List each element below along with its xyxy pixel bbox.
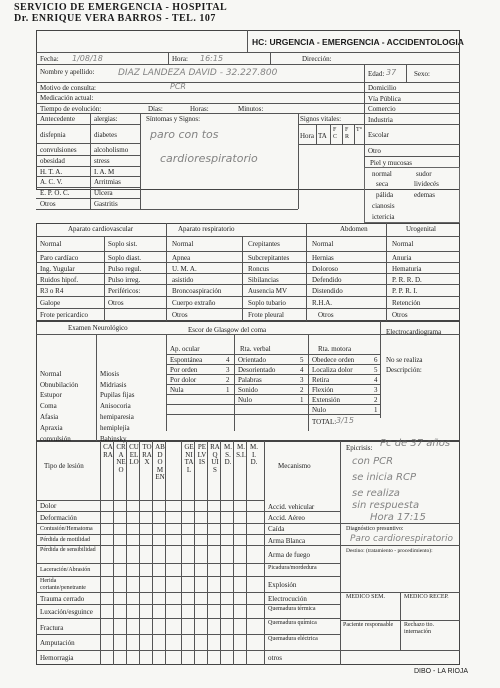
mt-5: Extensión	[312, 396, 340, 404]
mec-1: Accid. vehicular	[268, 503, 315, 511]
glasgow-ocular-title: Ap. ocular	[170, 345, 200, 353]
comercio-label: Comercio	[368, 105, 396, 113]
vb-1n: 5	[300, 356, 304, 364]
resp-3a: U. M. A.	[172, 265, 197, 273]
cardio-1b: Soplo sist.	[108, 240, 138, 248]
uro-6: Retención	[392, 299, 421, 307]
antecedentes-title: Antecedente	[40, 115, 75, 123]
ant-row-4a: H. T. A.	[40, 168, 63, 176]
lugar-escolar: Escolar	[368, 131, 389, 139]
oc-3: Por dolor	[170, 376, 197, 384]
epi-line-3: se inicia RCP	[352, 472, 416, 483]
vb-1: Orientado	[238, 356, 266, 364]
vital-temp: T°	[356, 127, 363, 133]
resp-7a: Otros	[172, 311, 188, 319]
resp-6b: Soplo tubario	[248, 299, 286, 307]
ant-row-5b: Arritmias	[94, 178, 121, 186]
edad-value: 37	[386, 68, 397, 77]
tiempo-label: Tiempo de evolución:	[40, 105, 102, 113]
ant-row-6b: Ulcera	[94, 189, 113, 197]
neuro-5a: Afasia	[40, 413, 59, 421]
direccion-label: Dirección:	[302, 55, 332, 63]
mec-5: Arma de fuego	[268, 551, 310, 559]
mt-2: Localiza dolor	[312, 366, 353, 374]
vb-4n: 2	[300, 386, 304, 394]
lugar-otro: Otro	[368, 147, 381, 155]
col-pelvis: PELVIS	[197, 443, 207, 466]
vb-4: Sonido	[238, 386, 258, 394]
piel-cianosis: cianosis	[372, 202, 395, 210]
mec-8: Electrocución	[268, 595, 307, 603]
mec-10: Quemadura química	[268, 620, 317, 626]
header-line2: Dr. ENRIQUE VERA BARROS - TEL. 107	[14, 13, 216, 24]
urogenital-title: Urogenital	[406, 225, 436, 233]
mt-6n: 1	[374, 406, 378, 414]
neuro-2a: Obnubilación	[40, 381, 79, 389]
diagnostico-value: Paro cardiorespiratorio	[350, 534, 453, 544]
ant-row-7a: Otros	[40, 200, 56, 208]
les-herida: Herida cortante/penetrante	[40, 578, 86, 591]
rechazo: Rechazo tto. internación	[404, 622, 434, 635]
cardio-6a: Galope	[40, 299, 61, 307]
resp-4a: asistido	[172, 276, 194, 284]
cardio-title: Aparato cardiovascular	[68, 225, 134, 233]
motivo-value: PCR	[170, 82, 186, 91]
resp-2b: Subcrepitantes	[248, 254, 290, 262]
ant-row-2b: alcoholismo	[94, 146, 129, 154]
vb-2: Desorientado	[238, 366, 276, 374]
les-deformacion: Deformación	[40, 514, 77, 522]
cardio-2b: Soplo diast.	[108, 254, 142, 262]
les-hemorragia: Hemorragia	[40, 654, 74, 662]
uro-7: Otros	[392, 311, 408, 319]
piel-edemas: edemas	[414, 191, 435, 199]
cardio-7a: Frote pericardico	[40, 311, 89, 319]
dias-label: Días:	[148, 105, 163, 113]
col-abdomen: ABDOMEN	[155, 443, 165, 481]
cardio-5a: R3 o R4	[40, 287, 64, 295]
lugar-industria: Industria	[368, 116, 393, 124]
piel-title: Piel y mucosas	[370, 159, 412, 167]
vitales-title: Signos vitales:	[300, 115, 342, 123]
cardio-5b: Periféricos:	[108, 287, 141, 295]
oc-2: Por orden	[170, 366, 198, 374]
oc-1: Espontánea	[170, 356, 203, 364]
abd-7: Otros	[318, 311, 334, 319]
mec-2: Accid. Aéreo	[268, 514, 305, 522]
col-mid: M.I.D.	[250, 443, 258, 466]
col-msd: M.S.D.	[224, 443, 232, 466]
les-luxacion: Luxación/esguince	[40, 608, 93, 616]
mec-9: Quemadura térmica	[268, 606, 316, 612]
mt-6: Nulo	[312, 406, 326, 414]
mt-4n: 3	[374, 386, 378, 394]
neuro-5b: hemiparesia	[100, 413, 134, 421]
abd-2: Hernias	[312, 254, 334, 262]
fecha-label: Fecha:	[40, 55, 59, 63]
vital-fc: F C	[333, 127, 338, 140]
resp-5a: Broncoaspiración	[172, 287, 222, 295]
abd-1: Normal	[312, 240, 334, 248]
oc-4n: 1	[226, 386, 230, 394]
vital-hora: Hora	[300, 132, 314, 140]
sintomas-hand2: cardiorespiratorio	[160, 152, 258, 165]
col-msi: M.S.I.	[236, 443, 246, 459]
medico-sem: MEDICO SEM.	[346, 594, 386, 600]
piel-palida: pálida	[376, 191, 394, 199]
cardio-6b: Otros	[108, 299, 124, 307]
vb-2n: 4	[300, 366, 304, 374]
medicacion-label: Medicación actual:	[40, 94, 94, 102]
header-title: HC: URGENCIA - EMERGENCIA - ACCIDENTOLOGIA	[252, 37, 464, 47]
abdomen-title: Abdomen	[340, 225, 368, 233]
abd-4: Defendido	[312, 276, 342, 284]
oc-2n: 3	[226, 366, 230, 374]
vital-fr: F R	[345, 127, 350, 140]
diagnostico-label: Diagnóstico presuntivo:	[346, 526, 404, 532]
col-raquis: RAQUIS	[210, 443, 220, 474]
mt-1: Obedece orden	[312, 356, 355, 364]
nombre-label: Nombre y apellido:	[40, 68, 95, 76]
resp-4b: Sibilancias	[248, 276, 279, 284]
mt-5n: 2	[374, 396, 378, 404]
uro-2: Anuria	[392, 254, 412, 262]
neuro-7b: Babinsky	[100, 435, 127, 443]
cardio-4a: Ruidos hipof.	[40, 276, 79, 284]
neuro-4a: Coma	[40, 402, 57, 410]
vital-ta: TA	[318, 132, 327, 140]
mt-4: Flexión	[312, 386, 334, 394]
oc-4: Nula	[170, 386, 184, 394]
resp-6a: Cuerpo extraño	[172, 299, 216, 307]
piel-ictericia: ictericia	[372, 213, 395, 221]
cardio-3b: Pulso regul.	[108, 265, 142, 273]
neuro-1b: Miosis	[100, 370, 120, 378]
alergias-label: alergias:	[94, 115, 118, 123]
col-cara: CARA	[103, 443, 113, 459]
piel-lividez: lividecés	[414, 180, 439, 188]
mt-3: Retira	[312, 376, 330, 384]
epi-line-5: sin respuesta	[352, 500, 420, 511]
resp-3b: Roncus	[248, 265, 269, 273]
cardio-2a: Paro cardíaco	[40, 254, 79, 262]
piel-normal: normal	[372, 170, 392, 178]
ant-row-6a: E. P. O. C.	[40, 189, 70, 197]
ant-row-2a: convulsiones	[40, 146, 77, 154]
abd-6: R.H.A.	[312, 299, 333, 307]
les-trauma: Trauma cerrado	[40, 595, 85, 603]
destino-label: Destino: (tratamiento - procedimiento):	[346, 548, 433, 554]
mecanismo-title: Mecanismo	[278, 462, 311, 470]
piel-sudor: sudor	[416, 170, 432, 178]
les-amputacion: Amputación	[40, 639, 75, 647]
neuro-3b: Pupilas fijas	[100, 391, 135, 399]
epi-line-4: se realiza	[352, 488, 400, 499]
uro-4: P. R. R. D.	[392, 276, 422, 284]
les-fractura: Fractura	[40, 624, 64, 632]
resp-1b: Crepitantes	[248, 240, 280, 248]
ant-row-1a: disfepnia	[40, 131, 66, 139]
medico-recep: MEDICO RECEP.	[404, 594, 449, 600]
cardio-1a: Normal	[40, 240, 62, 248]
horas-label: Horas:	[190, 105, 209, 113]
mec-11: Quemadura eléctrica	[268, 636, 318, 642]
neuro-4b: Anisocoria	[100, 402, 131, 410]
oc-1n: 4	[226, 356, 230, 364]
via-label: Vía Pública	[368, 95, 401, 103]
hora-value: 16:15	[200, 54, 224, 63]
ant-row-1b: diabetes	[94, 131, 117, 139]
domicilio-label: Domicilio	[368, 84, 397, 92]
edad-label: Edad:	[368, 70, 385, 78]
col-genital: GENITAL	[184, 443, 194, 474]
les-laceracion: Laceración/Abrasión	[40, 567, 91, 573]
nombre-value: DIAZ LANDEZA DAVID - 32.227.800	[118, 68, 278, 78]
mec-4: Arma Blanca	[268, 537, 306, 545]
resp-2a: Apnea	[172, 254, 191, 262]
epi-line-6: Hora 17:15	[370, 512, 426, 523]
cardio-3a: Ing. Yugular	[40, 265, 75, 273]
ecg-descripcion: Descripción:	[386, 366, 422, 374]
glasgow-total-value: 3/15	[336, 416, 354, 425]
neuro-6b: hemiplejía	[100, 424, 130, 432]
mec-12: otros	[268, 654, 282, 662]
ecg-title: Electrocardiograma	[386, 328, 442, 336]
epicrisis-label: Epicrisis:	[346, 444, 373, 452]
footer-brand: DIBO - LA RIOJA	[414, 668, 469, 675]
vb-5n: 1	[300, 396, 304, 404]
neuro-title: Examen Neurológico	[68, 324, 128, 332]
mec-7: Explosión	[268, 581, 297, 589]
minutos-label: Minutos:	[238, 105, 264, 113]
uro-3: Hematuria	[392, 265, 422, 273]
mt-2n: 5	[374, 366, 378, 374]
resp-1a: Normal	[172, 240, 194, 248]
col-torax: TORAX	[142, 443, 152, 466]
tipo-lesion-label: Tipo de lesión	[44, 462, 84, 470]
uro-1: Normal	[392, 240, 414, 248]
oc-3n: 2	[226, 376, 230, 384]
mec-3: Caída	[268, 525, 285, 533]
resp-5b: Ausencia MV	[248, 287, 288, 295]
glasgow-motora-title: Rta. motora	[318, 345, 352, 353]
paciente-resp: Paciente responsable	[343, 622, 394, 628]
resp-7b: Frote pleural	[248, 311, 284, 319]
ant-row-7b: Gastritis	[94, 200, 118, 208]
vb-3n: 3	[300, 376, 304, 384]
piel-box	[364, 167, 460, 223]
motivo-label: Motivo de consulta:	[40, 84, 96, 92]
header-line1: SERVICIO DE EMERGENCIA - HOSPITAL	[14, 2, 228, 13]
col-craneo: CRANEO	[116, 443, 126, 474]
ant-row-3a: obesidad	[40, 157, 65, 165]
sintomas-hand1: paro con tos	[150, 128, 219, 141]
piel-seca: seca	[376, 180, 389, 188]
ant-row-4b: I. A. M	[94, 168, 115, 176]
ecg-no-realiza: No se realiza	[386, 356, 423, 364]
glasgow-verbal-title: Rta. verbal	[240, 345, 271, 353]
fecha-value: 1/08/18	[72, 54, 103, 63]
glasgow-title: Escor de Glasgow del coma	[188, 326, 267, 334]
abd-5: Distendido	[312, 287, 343, 295]
neuro-2b: Midriasis	[100, 381, 127, 389]
mt-1n: 6	[374, 356, 378, 364]
ant-row-5a: A. C. V.	[40, 178, 63, 186]
glasgow-total-label: TOTAL:	[312, 418, 337, 426]
ant-row-3b: stress	[94, 157, 110, 165]
vb-3: Palabras	[238, 376, 262, 384]
hora-label: Hora:	[172, 55, 188, 63]
les-dolor: Dolor	[40, 502, 57, 510]
les-sensibilidad: Pérdida de sensibilidad	[40, 547, 96, 553]
neuro-6a: Apraxia	[40, 424, 63, 432]
les-contusion: Contusión/Hematoma	[40, 526, 93, 532]
abd-3: Doloroso	[312, 265, 339, 273]
uro-5: P. P. R. I.	[392, 287, 418, 295]
sintomas-title: Síntomas y Signos:	[146, 115, 201, 123]
epi-line-2: con PCR	[352, 456, 394, 467]
col-cuello: CUELLO	[129, 443, 139, 466]
vb-5: Nulo	[238, 396, 252, 404]
neuro-7a: convulsión	[40, 435, 71, 443]
cardio-4b: Pulso irreg.	[108, 276, 141, 284]
mec-6: Picadura/mordedura	[268, 565, 317, 571]
epi-line-1: Pc de 37 años	[380, 438, 451, 449]
neuro-1a: Normal	[40, 370, 62, 378]
neuro-3a: Estupor	[40, 391, 62, 399]
mt-3n: 4	[374, 376, 378, 384]
resp-title: Aparato respiratorio	[178, 225, 235, 233]
les-motilidad: Pérdida de motilidad	[40, 537, 90, 543]
sexo-label: Sexo:	[414, 70, 430, 78]
